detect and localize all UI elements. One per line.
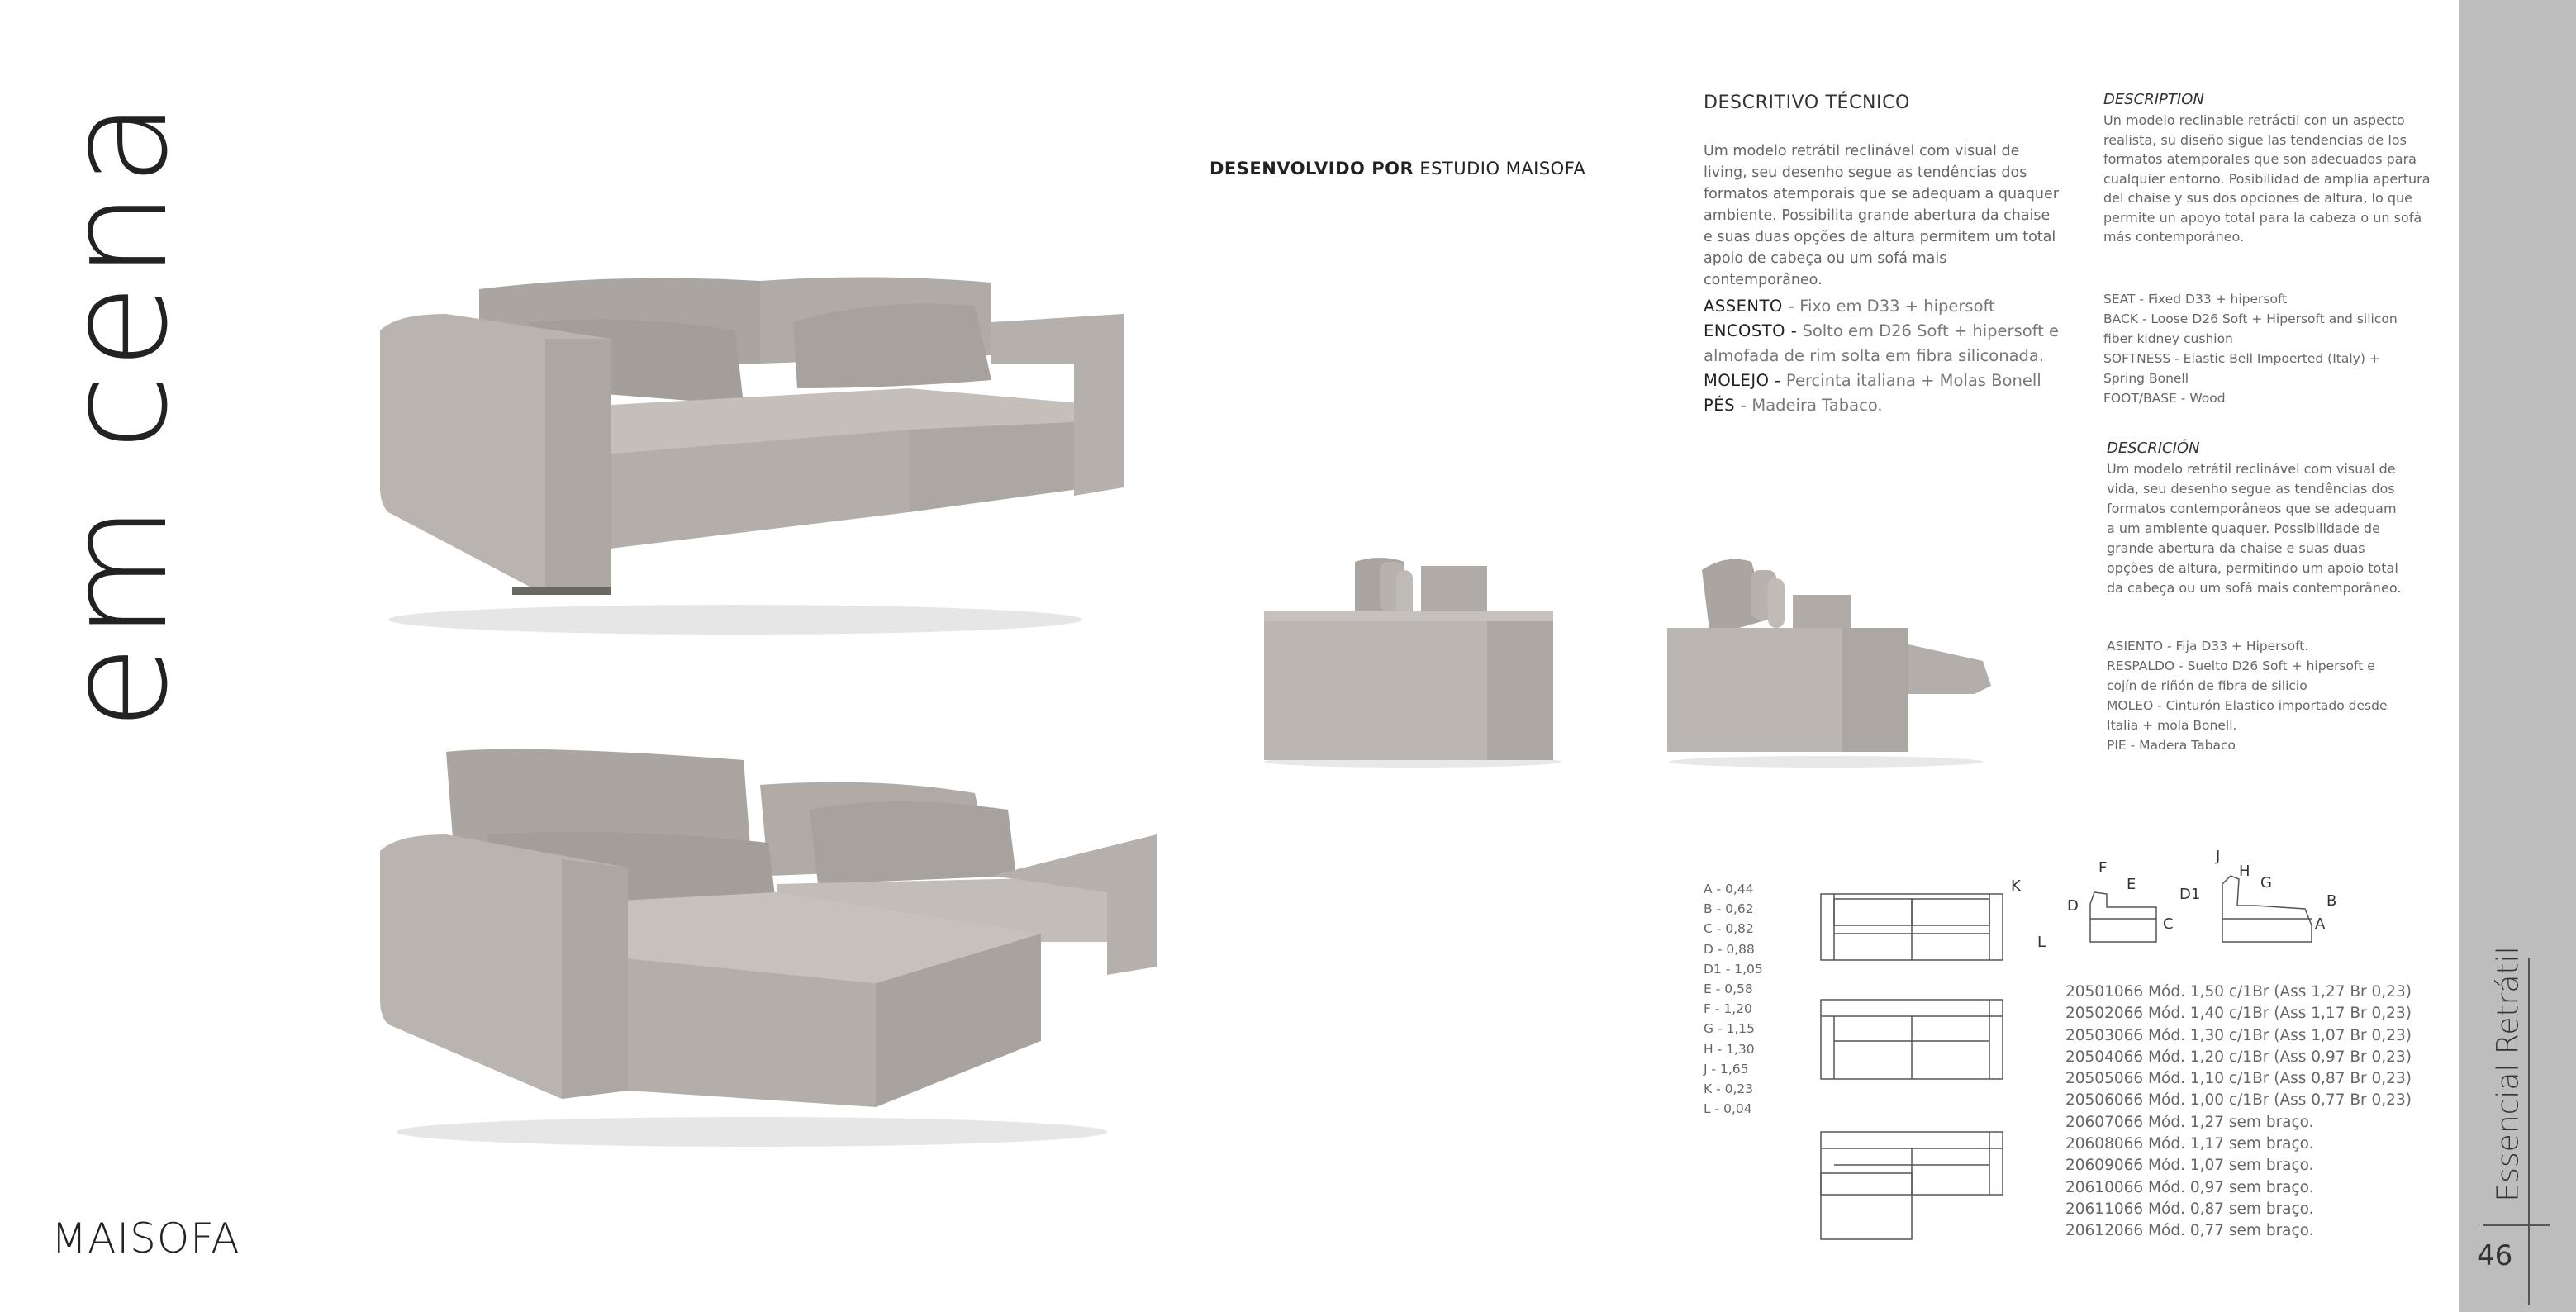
product-code: 20610066 Mód. 0,97 sem braço. — [2065, 1178, 2314, 1196]
product-code: 20611066 Mód. 0,87 sem braço. — [2065, 1200, 2314, 1218]
descricion-title: DESCRICIÓN — [2107, 440, 2200, 457]
product-code: 20608066 Mód. 1,17 sem braço. — [2065, 1135, 2314, 1153]
descricion-body: Um modelo retrátil reclinável com visual de vida, seu desenho segue as tendências dos formatos contemporâneos que se adequam a um ambiente quaquer. Possibilidade de grande abertura da chaise e suas duas opções de altura, permitindo um apoio total da cabeça ou um sofá mais contemporâneo. — [2107, 461, 2402, 596]
dimensions-list — [1704, 879, 1763, 1119]
sofa-photo-open — [364, 744, 1173, 1157]
sidebar-divider-horizontal — [2483, 1224, 2550, 1226]
dim-label-k: K — [2011, 877, 2021, 895]
dim-label-l: L — [2037, 934, 2046, 951]
spec-key: ENCOSTO - — [1704, 321, 1798, 340]
sofa-side-view — [1256, 537, 1570, 768]
product-code: 20501066 Mód. 1,50 c/1Br (Ass 1,27 Br 0,23) — [2065, 983, 2412, 1001]
product-code: 20504066 Mód. 1,20 c/1Br (Ass 0,97 Br 0,23) — [2065, 1048, 2412, 1066]
page-title-vertical — [36, 91, 198, 735]
spec-key: MOLEJO - — [1704, 371, 1781, 390]
developed-by — [1210, 159, 1585, 178]
dimension-item: D - 0,88 — [1704, 941, 1755, 957]
sofa-side-view-reclined — [1661, 545, 2008, 768]
product-code: 20505066 Mód. 1,10 c/1Br (Ass 0,87 Br 0,23) — [2065, 1070, 2412, 1088]
spec-value: Solto em D26 Soft + hipersoft e almofada de rim solta em fibra siliconada. — [1704, 321, 2060, 365]
dim-label-j: J — [2216, 848, 2221, 865]
developed-by-label: DESENVOLVIDO POR — [1210, 159, 1414, 178]
dimension-item: G - 1,15 — [1704, 1021, 1755, 1037]
dim-label-d1: D1 — [2179, 886, 2201, 903]
spec-line: BACK - Loose D26 Soft + Hipersoft and silicon fiber kidney cushion — [2103, 311, 2398, 346]
spec-line: PIE - Madera Tabaco — [2107, 738, 2236, 753]
spec-value: Fixo em D33 + hipersoft — [1794, 297, 1995, 316]
description-title: DESCRIPTION — [2103, 91, 2204, 108]
sidebar-divider-vertical — [2528, 958, 2530, 1305]
dimension-item: B - 0,62 — [1704, 901, 1754, 917]
dimension-item: C - 0,82 — [1704, 921, 1754, 937]
dim-label-f: F — [2098, 859, 2108, 877]
sofa-photo-closed — [364, 264, 1140, 644]
technical-title: DESCRITIVO TÉCNICO — [1704, 93, 1910, 113]
product-code: 20612066 Mód. 0,77 sem braço. — [2065, 1222, 2314, 1240]
dim-label-h: H — [2239, 863, 2250, 880]
dimension-item: K - 0,23 — [1704, 1081, 1754, 1097]
spec-key: PÉS - — [1704, 396, 1747, 415]
dim-label-c: C — [2163, 915, 2174, 933]
page-title: em cena — [36, 96, 198, 730]
descricion-specs — [2107, 636, 2404, 755]
spec-line: SOFTNESS - Elastic Bell Impoerted (Italy) + Spring Bonell — [2103, 351, 2380, 386]
spec-line: MOLEO - Cinturón Elastico importado desde Italia + mola Bonell. — [2107, 698, 2388, 733]
dim-label-g: G — [2260, 874, 2272, 891]
spec-line: RESPALDO - Suelto D26 Soft + hipersoft e cojín de riñón de fibra de silicio — [2107, 658, 2375, 693]
sidebar — [2459, 0, 2576, 1312]
brand-logo: MAISOFA — [51, 1215, 240, 1262]
product-code: 20502066 Mód. 1,40 c/1Br (Ass 1,17 Br 0,23) — [2065, 1005, 2412, 1023]
dimension-item: J - 1,65 — [1704, 1061, 1749, 1077]
page-number: 46 — [2477, 1239, 2513, 1272]
spec-line: SEAT - Fixed D33 + hipersoft — [2103, 292, 2288, 307]
section-name: Essencial Retrátil — [2491, 946, 2526, 1202]
product-code: 20607066 Mód. 1,27 sem braço. — [2065, 1113, 2314, 1131]
spec-value: Madeira Tabaco. — [1747, 396, 1883, 415]
dim-label-b: B — [2326, 892, 2337, 910]
developed-by-value: ESTUDIO MAISOFA — [1419, 159, 1586, 178]
dimension-item: A - 0,44 — [1704, 882, 1754, 896]
spec-line: ASIENTO - Fija D33 + Hipersoft. — [2107, 639, 2309, 654]
spec-value: Percinta italiana + Molas Bonell — [1780, 371, 2041, 390]
dimension-item: F - 1,20 — [1704, 1001, 1752, 1017]
dimension-item: E - 0,58 — [1704, 982, 1753, 997]
product-codes — [2065, 982, 2412, 1243]
dim-label-a: A — [2315, 915, 2326, 933]
dimension-item: D1 - 1,05 — [1704, 961, 1763, 977]
dim-label-e: E — [2127, 876, 2136, 893]
dimension-item: L - 0,04 — [1704, 1101, 1752, 1117]
description-body: Un modelo reclinable retráctil con un aspecto realista, su diseño sigue las tendencias de los formatos atemporales que son adecuados para cualquier entorno. Posibilidad de amplia apertura del chaise y sus dos opciones de altura, lo que permite un apoyo total para la cabeza o un sofá más contemporáneo. — [2103, 112, 2431, 245]
spec-line: FOOT/BASE - Wood — [2103, 391, 2226, 406]
dimension-item: H - 1,30 — [1704, 1041, 1755, 1057]
product-code: 20506066 Mód. 1,00 c/1Br (Ass 0,77 Br 0,23) — [2065, 1091, 2412, 1110]
product-code: 20503066 Mód. 1,30 c/1Br (Ass 1,07 Br 0,23) — [2065, 1026, 2412, 1044]
technical-specs — [1704, 294, 2067, 418]
technical-body: Um modelo retrátil reclinável com visual de living, seu desenho segue as tendências dos formatos atemporais que se adequam a quaquer ambiente. Possibilita grande abertura da chaise e suas duas opções de altura permitem um total apoio de cabeça ou um sofá mais contemporâneo. — [1704, 143, 2059, 288]
spec-key: ASSENTO - — [1704, 297, 1794, 316]
dim-label-d: D — [2067, 897, 2079, 915]
product-code: 20609066 Mód. 1,07 sem braço. — [2065, 1157, 2314, 1175]
side-view-drawing — [2090, 892, 2156, 942]
specs-english — [2103, 289, 2409, 408]
